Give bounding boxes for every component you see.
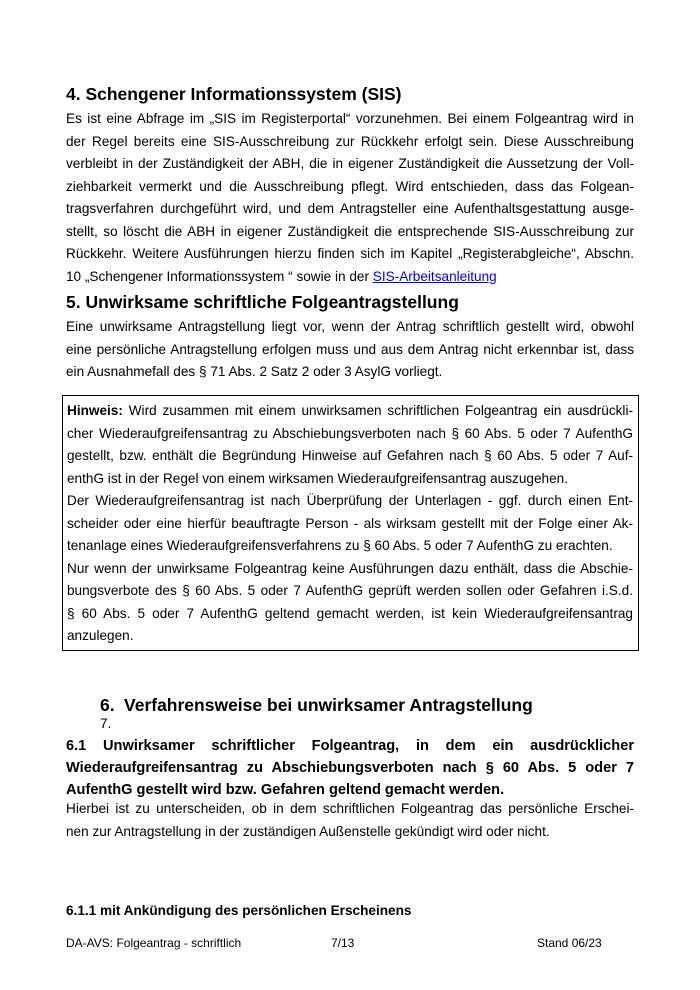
footer-version: Stand 06/23	[537, 936, 602, 950]
paragraph-line: Eine unwirksame Antragstellung liegt vor, wenn der Antrag schriftlich gestellt wird, obwohl	[66, 319, 634, 334]
paragraph-line: Es ist eine Abfrage im „SIS im Registerportal“ vorzunehmen. Bei einem Folgeantrag wird in	[66, 111, 634, 126]
hint-text: Wird zusammen mit einem unwirksamen schriftlichen Folgeantrag ein ausdrückli-	[122, 403, 633, 418]
hint-line: enthG ist in der Regel von einem wirksamen Wiederaufgreifensantrag auszugehen.	[67, 470, 568, 486]
paragraph-line: ziehbarkeit vermerkt und die Ausschreibung pflegt. Wird entschieden, dass das Folgean-	[66, 178, 634, 194]
hint-line: gestellt, bzw. enthält die Begründung Hinweise auf Gefahren nach § 60 Abs. 5 oder 7 Auf-	[67, 448, 633, 463]
hint-line: cher Wiederaufgreifensantrag zu Abschiebungsverboten nach § 60 Abs. 5 oder 7 AufenthG	[67, 425, 633, 441]
paragraph-line-last: ein Ausnahmefall des § 71 Abs. 2 Satz 2 oder 3 AsylG vorliegt.	[66, 364, 443, 379]
hint-line-last: anzulegen.	[67, 628, 134, 643]
paragraph-line: stellt, so löscht die ABH in eigener Zuständigkeit die entsprechende SIS-Ausschreibung zur	[66, 223, 634, 239]
footer-document-name: DA-AVS: Folgeantrag - schriftlich	[66, 936, 242, 950]
hint-label: Hinweis:	[67, 403, 123, 418]
heading-line: Wiederaufgreifensantrag zu Abschiebungsverboten nach § 60 Abs. 5 oder 7	[66, 760, 634, 776]
hint-line: § 60 Abs. 5 oder 7 AufenthG geltend gemacht werden, ist kein Wiederaufgreifensantrag	[67, 605, 633, 621]
section-4-heading: 4. Schengener Informationssystem (SIS)	[66, 84, 402, 104]
paragraph-line: tragsverfahren durchgeführt wird, und dem Antragsteller eine Aufenthaltsgestattung ausge-	[66, 201, 634, 216]
heading-line: AufenthG gestellt wird bzw. Gefahren geltend gemacht werden.	[66, 782, 505, 798]
hint-line: tenanlage eines Wiederaufgreifensverfahrens zu § 60 Abs. 5 oder 7 AufenthG zu erachten.	[67, 538, 613, 553]
paragraph-line-last: nen zur Antragstellung in der zuständigen Außenstelle gekündigt wird oder nicht.	[66, 823, 550, 839]
paragraph-line: Hierbei ist zu unterscheiden, ob in dem schriftlichen Folgeantrag das persönliche Erschei-	[66, 801, 634, 816]
paragraph-text: 10 „Schengener Informationssystem “ sowie in der	[66, 268, 373, 284]
hint-line: scheider oder eine hierfür beauftragte Person - als wirksam gestellt mit der Folge einer Ak-	[67, 515, 633, 531]
hint-box	[62, 395, 639, 651]
section-6-1-1-heading: 6.1.1 mit Ankündigung des persönlichen Erscheinens	[66, 903, 412, 918]
hint-line: Nur wenn der unwirksame Folgeantrag keine Ausführungen dazu enthält, dass die Abschie-	[67, 560, 633, 576]
paragraph-line: eine persönliche Antragstellung erfolgen muss und aus dem Antrag nicht erkennbar ist, dass	[66, 341, 634, 357]
paragraph-line: Rückkehr. Weitere Ausführungen hierzu finden sich im Kapitel „Registerabgleiche“, Abschn.	[66, 246, 634, 261]
section-5-heading: 5. Unwirksame schriftliche Folgeantragstellung	[66, 292, 459, 312]
list-number: 7.	[100, 716, 112, 731]
section-6-number: 6.	[100, 695, 115, 715]
paragraph-line: der Regel bereits eine SIS-Ausschreibung zur Rückkehr erfolgt sein. Diese Ausschreibung	[66, 133, 634, 149]
footer-page-number: 7/13	[331, 936, 355, 950]
sis-arbeitsanleitung-link[interactable]: SIS-Arbeitsanleitung	[372, 268, 497, 284]
hint-line: Der Wiederaufgreifensantrag ist nach Überprüfung der Unterlagen - ggf. durch einen Ent-	[67, 493, 633, 508]
hint-first-line	[67, 400, 633, 423]
hint-line: bungsverbote des § 60 Abs. 5 oder 7 AufenthG geprüft werden sollen oder Gefahren i.S.d.	[67, 583, 633, 598]
paragraph-line: verbleibt in der Zuständigkeit der ABH, die in eigener Zuständigkeit die Aussetzung der Voll-	[66, 156, 634, 171]
heading-line: 6.1 Unwirksamer schriftlicher Folgeantrag, in dem ein ausdrücklicher	[66, 738, 634, 754]
paragraph-line-last	[66, 266, 634, 289]
section-6-heading: Verfahrensweise bei unwirksamer Antragstellung	[124, 695, 533, 715]
